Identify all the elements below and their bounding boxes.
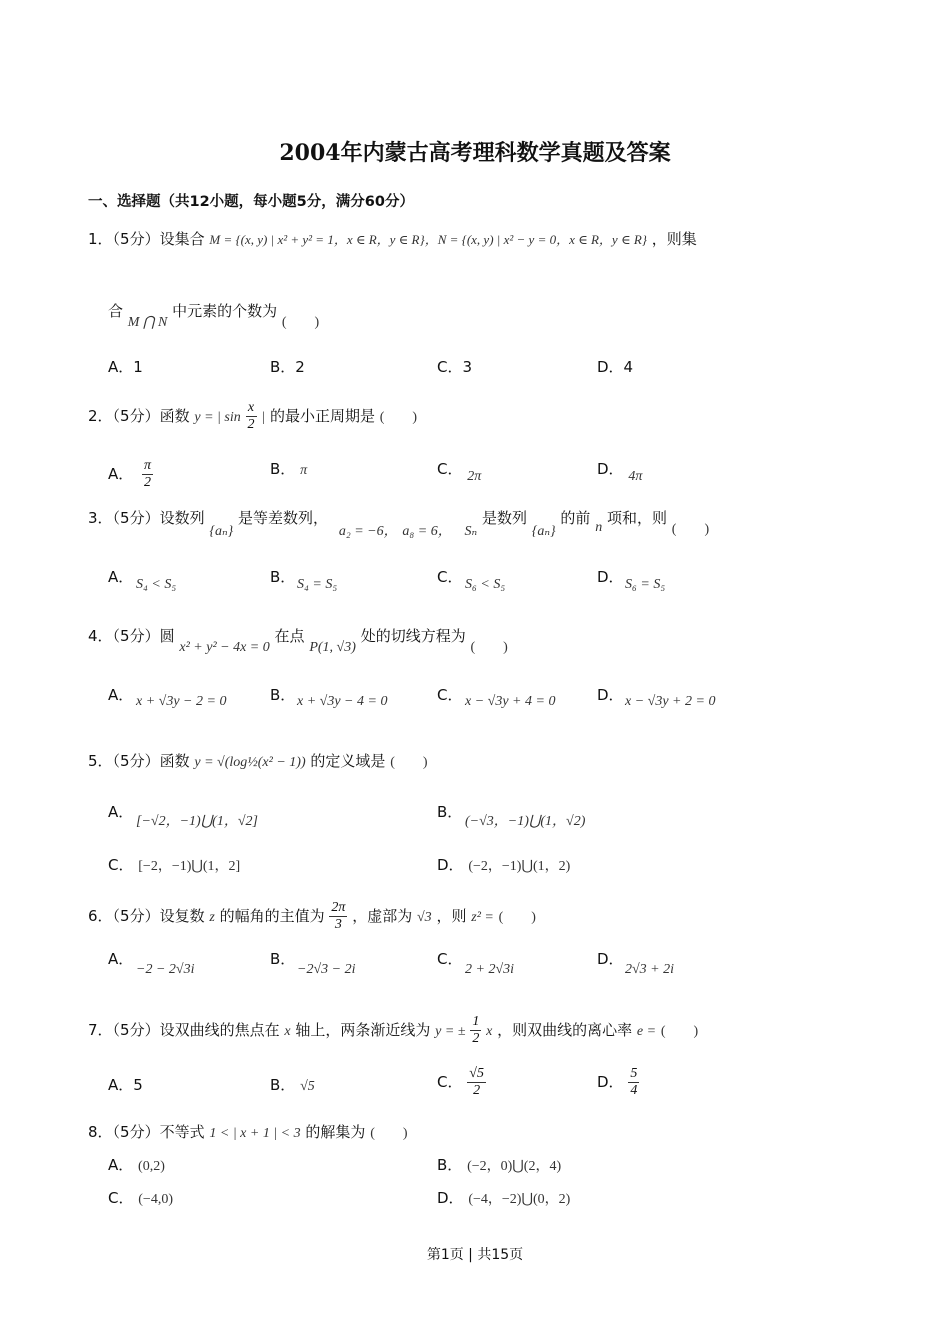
page-title: 2004年内蒙古高考理科数学真题及答案 xyxy=(279,140,671,166)
section-heading: 一、选择题（共12小题，每小题5分，满分60分） xyxy=(88,194,414,210)
option-value: [−2，−1)⋃(1，2] xyxy=(138,859,241,874)
question-text: 的前 xyxy=(560,509,591,527)
option-label: A． xyxy=(108,1156,134,1174)
option-d-value: x − √3y + 2 = 0 xyxy=(625,694,716,709)
option-label: D． xyxy=(437,856,464,874)
option-b xyxy=(437,1154,561,1175)
option-a: A．1 xyxy=(108,358,143,376)
option-b xyxy=(270,458,307,479)
math-expression: x² + y² − 4x = 0 xyxy=(179,640,270,655)
question-text: 5．（5分）函数 xyxy=(88,752,190,770)
fraction-denominator: 2 xyxy=(247,417,255,432)
option-b: B． xyxy=(270,568,296,586)
option-a-value: S₄ < S₅ xyxy=(136,577,177,592)
math-expression: 1 < | x + 1 | < 3 xyxy=(209,1126,301,1141)
option-c-value: S₆ < S₅ xyxy=(465,577,506,592)
option-d: D．4 xyxy=(597,358,634,376)
question-text: 2．（5分）函数 xyxy=(88,407,190,425)
option-value: (−2，−1)⋃(1，2) xyxy=(468,859,571,874)
option-b: B． xyxy=(270,686,296,704)
answer-paren: ( ) xyxy=(370,1126,408,1141)
option-label: D． xyxy=(597,1073,624,1091)
option-d-value: 2√3 + 2i xyxy=(625,962,675,977)
math-fraction xyxy=(329,900,347,933)
fraction-numerator: x xyxy=(246,400,257,417)
math-fraction xyxy=(628,1066,639,1099)
fraction-denominator: 2 xyxy=(473,1083,481,1098)
answer-paren: ( ) xyxy=(660,1024,699,1039)
option-value: √5 xyxy=(300,1079,315,1094)
math-expression: Sₙ xyxy=(464,524,478,539)
option-c-value: x − √3y + 4 = 0 xyxy=(465,694,556,709)
math-fraction xyxy=(246,400,257,433)
math-expression: y = √(log½(x² − 1)) xyxy=(194,755,306,770)
question-text: ，虚部为 xyxy=(352,907,413,925)
option-label: C． xyxy=(108,856,134,874)
option-label: C． xyxy=(437,460,463,478)
math-expression: M ⋂ N xyxy=(127,315,168,330)
question-text: 的最小正周期是 xyxy=(269,407,375,425)
question-text: 处的切线方程为 xyxy=(360,627,466,645)
math-expression: M = {(x, y) | x² + y² = 1，x ∈ R，y ∈ R}，N = {(x, y) | x² − y = 0，x ∈ R，y ∈ R} xyxy=(209,232,647,247)
answer-paren: ( ) xyxy=(470,640,508,655)
question-text: ，则集 xyxy=(651,230,697,248)
math-expression: √3 xyxy=(417,910,432,925)
math-expression: x xyxy=(486,1024,493,1039)
option-label: B． xyxy=(270,460,296,478)
option-d: D． xyxy=(597,568,624,586)
math-expression: {aₙ} xyxy=(209,524,234,539)
question-text: 3．（5分）设数列 xyxy=(88,509,205,527)
option-d xyxy=(437,1187,570,1208)
answer-paren: ( ) xyxy=(498,910,536,925)
math-expression: P(1, √3) xyxy=(309,640,356,655)
option-d xyxy=(597,458,643,484)
math-expression: a₂ = −6， xyxy=(338,524,398,539)
math-fraction xyxy=(470,1014,481,1047)
option-b: B． xyxy=(437,803,463,821)
math-expression: e = xyxy=(636,1024,657,1039)
option-a: A． xyxy=(108,950,134,968)
question-text: 6．（5分）设复数 xyxy=(88,907,205,925)
question-5 xyxy=(88,750,428,771)
option-a-value: −2 − 2√3i xyxy=(136,962,195,977)
question-text: 中元素的个数为 xyxy=(172,302,278,320)
math-expression: x xyxy=(284,1024,291,1039)
math-expression: a₈ = 6， xyxy=(402,524,452,539)
fraction-numerator: π xyxy=(144,458,152,473)
option-value: 2π xyxy=(467,469,482,484)
option-a: A． xyxy=(108,803,134,821)
option-a: A．5 xyxy=(108,1076,143,1094)
math-expression: | xyxy=(261,410,266,425)
question-text: 1．（5分）设集合 xyxy=(88,230,205,248)
option-label: A． xyxy=(108,465,134,483)
option-label: C． xyxy=(108,1189,134,1207)
question-4 xyxy=(88,625,508,655)
question-text: ，则 xyxy=(436,907,467,925)
option-value: (−4，−2)⋃(0，2) xyxy=(468,1192,571,1207)
math-expression: y = ± xyxy=(435,1024,466,1039)
option-c xyxy=(108,1187,173,1208)
option-value: π xyxy=(300,463,308,478)
option-a-value: [−√2，−1)⋃(1，√2] xyxy=(136,814,258,829)
question-text: ，则双曲线的离心率 xyxy=(497,1021,633,1039)
fraction-numerator: 1 xyxy=(472,1014,480,1029)
question-1-line-2 xyxy=(108,300,320,330)
question-text: 项和，则 xyxy=(606,509,667,527)
option-b xyxy=(270,1074,315,1095)
question-3 xyxy=(88,507,710,539)
fraction-numerator: 2π xyxy=(331,900,346,915)
math-expression: z² = xyxy=(471,910,494,925)
option-label: D． xyxy=(437,1189,464,1207)
question-text: 4．（5分）圆 xyxy=(88,627,175,645)
answer-paren: ( ) xyxy=(390,755,428,770)
option-value: (−2，0)⋃(2，4) xyxy=(467,1159,562,1174)
question-7 xyxy=(88,1014,698,1047)
question-2 xyxy=(88,400,417,433)
option-value: (0,2) xyxy=(138,1159,165,1174)
math-expression: n xyxy=(595,520,603,535)
question-text: 的幅角的主值为 xyxy=(219,907,325,925)
math-fraction xyxy=(467,1066,486,1099)
fraction-denominator: 4 xyxy=(630,1083,638,1098)
option-value: 4π xyxy=(628,469,643,484)
option-label: C． xyxy=(437,1073,463,1091)
option-c: C． xyxy=(437,950,463,968)
option-d: D． xyxy=(597,950,624,968)
option-b-value: S₄ = S₅ xyxy=(297,577,338,592)
question-1 xyxy=(88,228,697,249)
option-c xyxy=(437,1066,486,1099)
option-c: C．3 xyxy=(437,358,473,376)
math-expression: {aₙ} xyxy=(531,524,556,539)
option-a: A． xyxy=(108,568,134,586)
question-text: 是数列 xyxy=(481,509,527,527)
option-c: C． xyxy=(437,686,463,704)
question-text: 合 xyxy=(108,302,124,320)
option-a-value: x + √3y − 2 = 0 xyxy=(136,694,227,709)
question-text: 的解集为 xyxy=(305,1123,366,1141)
question-text: 8．（5分）不等式 xyxy=(88,1123,205,1141)
answer-paren: ( ) xyxy=(281,315,320,330)
page-footer: 第1页 | 共15页 xyxy=(426,1247,524,1263)
fraction-denominator: 2 xyxy=(144,475,152,490)
option-d-value: S₆ = S₅ xyxy=(625,577,666,592)
option-label: B． xyxy=(270,1076,296,1094)
option-d xyxy=(437,854,570,875)
question-text: 是等差数列， xyxy=(238,509,329,527)
option-c-value: 2 + 2√3i xyxy=(465,962,515,977)
option-b-value: (−√3，−1)⋃(1，√2) xyxy=(465,814,586,829)
option-c: C． xyxy=(437,568,463,586)
option-a xyxy=(108,1154,165,1175)
math-fraction xyxy=(142,458,153,491)
option-b: B． xyxy=(270,950,296,968)
option-b: B．2 xyxy=(270,358,305,376)
option-label: D． xyxy=(597,460,624,478)
option-a: A． xyxy=(108,686,134,704)
option-d: D． xyxy=(597,686,624,704)
fraction-denominator: 3 xyxy=(334,917,342,932)
question-text: 7．（5分）设双曲线的焦点在 xyxy=(88,1021,280,1039)
question-6 xyxy=(88,900,536,933)
question-text: 轴上，两条渐近线为 xyxy=(295,1021,431,1039)
question-8 xyxy=(88,1121,408,1142)
fraction-numerator: √5 xyxy=(469,1066,484,1081)
fraction-denominator: 2 xyxy=(472,1031,480,1046)
option-a xyxy=(108,458,153,491)
answer-paren: ( ) xyxy=(379,410,418,425)
option-label: B． xyxy=(437,1156,463,1174)
option-c xyxy=(437,458,482,484)
math-expression: z xyxy=(209,910,215,925)
fraction-numerator: 5 xyxy=(630,1066,638,1081)
math-expression: y = | sin xyxy=(194,410,241,425)
answer-paren: ( ) xyxy=(671,522,710,537)
question-text: 的定义域是 xyxy=(310,752,386,770)
option-b-value: x + √3y − 4 = 0 xyxy=(297,694,388,709)
question-text: 在点 xyxy=(274,627,305,645)
option-value: (−4,0) xyxy=(138,1192,173,1207)
option-d xyxy=(597,1066,639,1099)
option-b-value: −2√3 − 2i xyxy=(297,962,356,977)
option-c xyxy=(108,854,240,875)
